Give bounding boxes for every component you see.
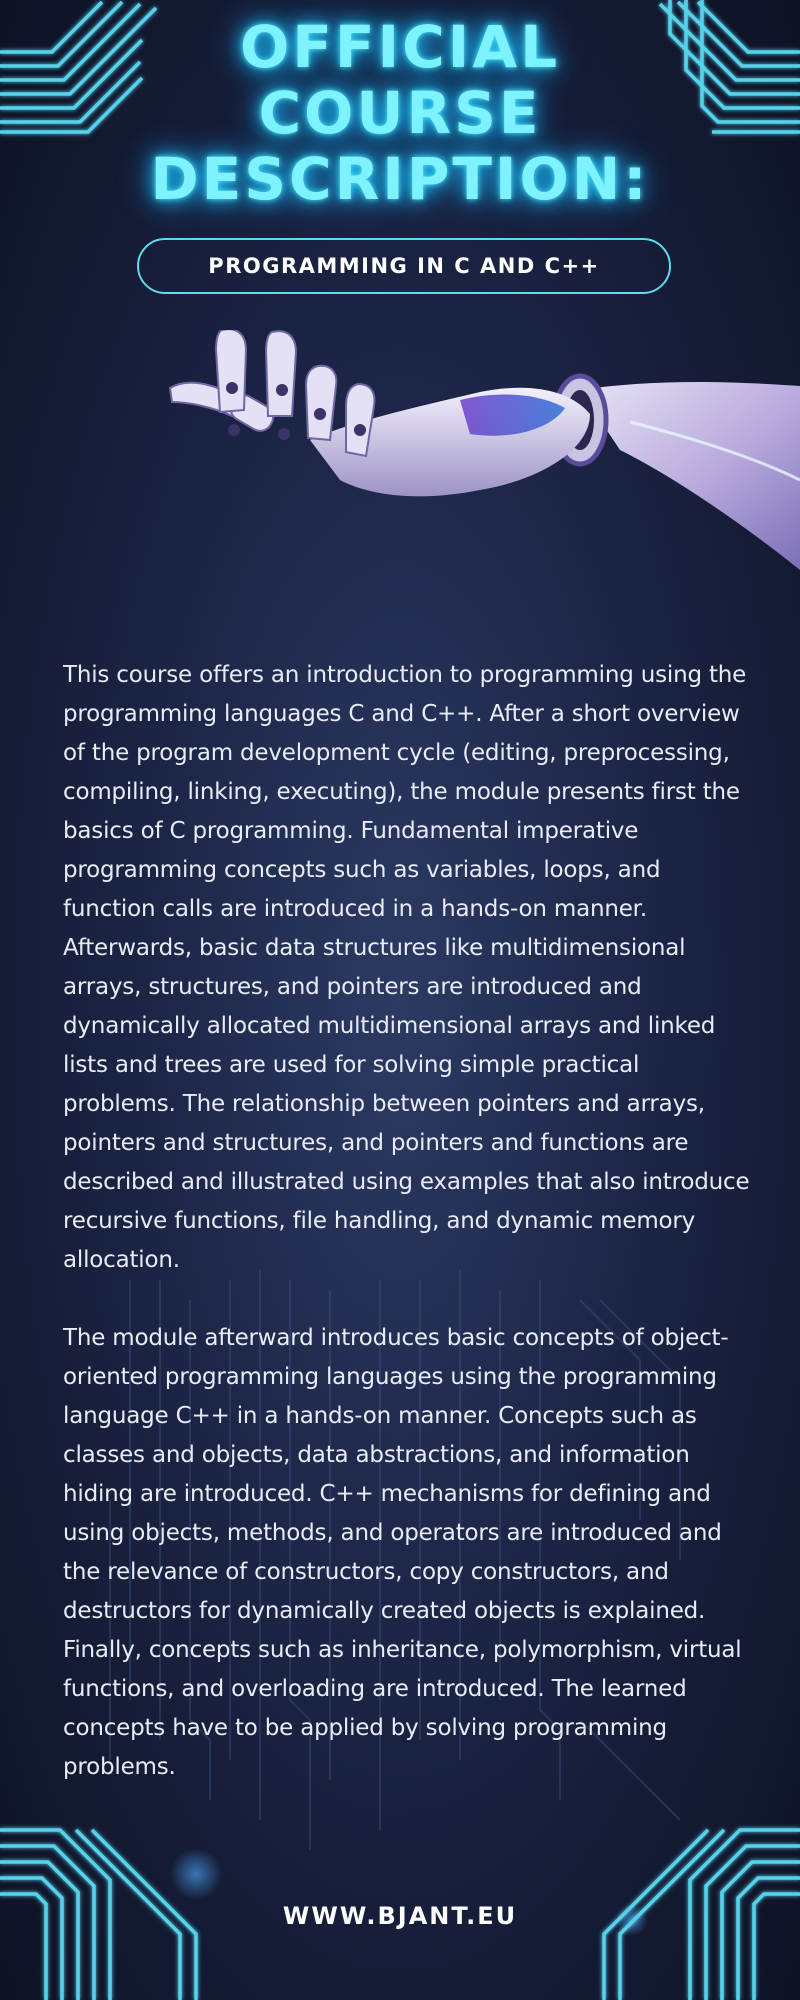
page-title	[0, 14, 800, 212]
title-line: DESCRIPTION:	[150, 145, 650, 213]
course-name-badge	[137, 238, 671, 294]
course-name: PROGRAMMING IN C AND C++	[208, 254, 600, 278]
course-description	[63, 656, 753, 1826]
robot-hand-icon	[160, 330, 800, 580]
website-link[interactable]: WWW.BJANT.EU	[282, 1902, 518, 1930]
title-line: OFFICIAL	[239, 13, 561, 81]
title-line: COURSE	[258, 79, 542, 147]
description-paragraph: This course offers an introduction to programming using the programming languages C and C++. After a short overview of the program development cycle (editing, preprocessing, compiling, linking, executing), the module presents first the basics of C programming. Fundamental imperative programming concepts such as variables, loops, and function calls are introduced in a hands-on manner. Afterwards, basic data structures like multidimensional arrays, structures, and pointers are introduced and dynamically allocated multidimensional arrays and linked lists and trees are used for solving simple practical problems. The relationship between pointers and arrays, pointers and structures, and pointers and functions are described and illustrated using examples that also introduce recursive functions, file handling, and dynamic memory allocation.	[63, 662, 750, 1273]
description-paragraph: The module afterward introduces basic concepts of object-oriented programming languages using the programming language C++ in a hands-on manner. Concepts such as classes and objects, data abstractions, and information hiding are introduced. C++ mechanisms for defining and using objects, methods, and operators are introduced and the relevance of constructors, copy constructors, and destructors for dynamically created objects is explained. Finally, concepts such as inheritance, polymorphism, virtual functions, and overloading are introduced. The learned concepts have to be applied by solving programming problems.	[63, 1325, 742, 1780]
